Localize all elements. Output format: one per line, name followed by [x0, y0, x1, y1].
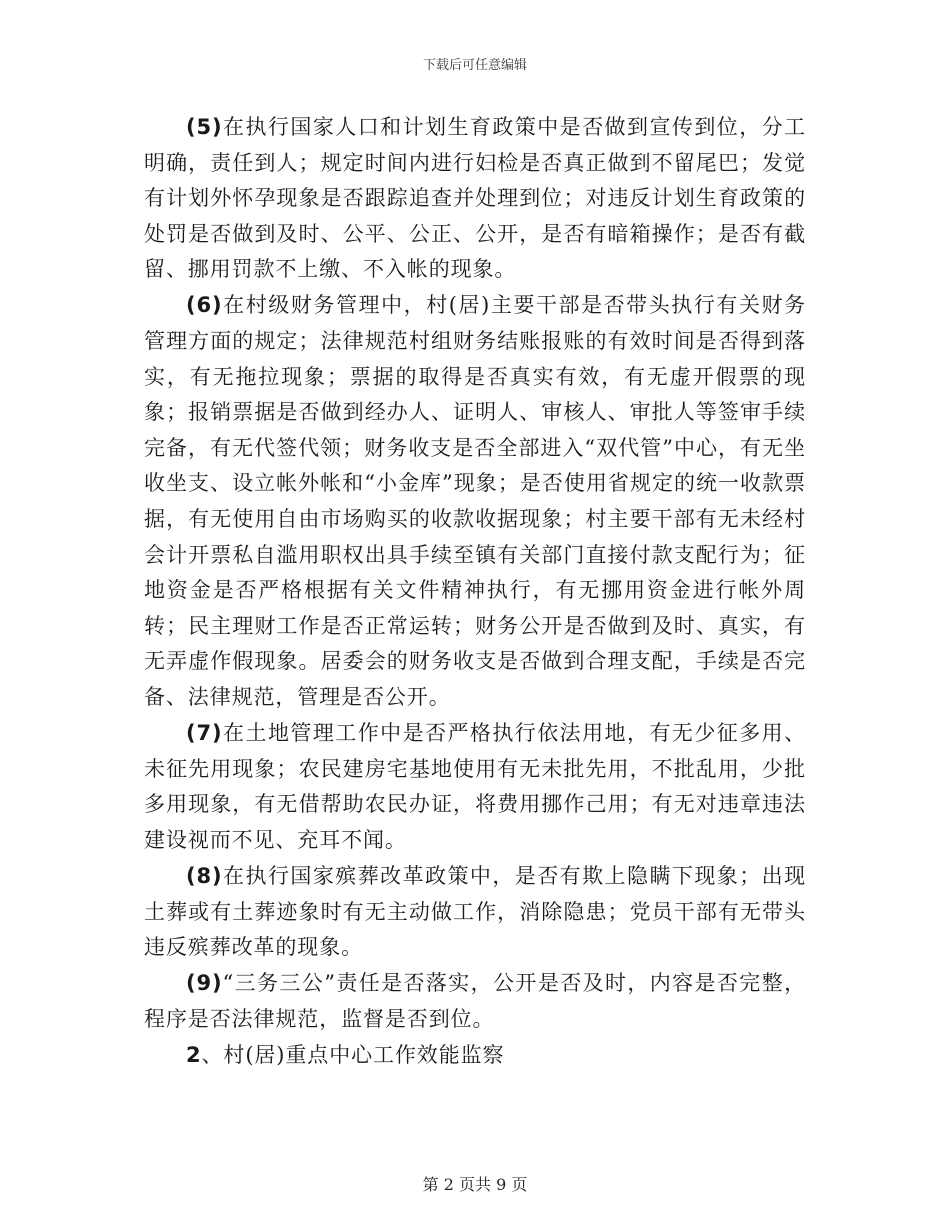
- page-footer: 第 2 页共 9 页: [422, 1175, 528, 1194]
- page-header: 下载后可任意编辑: [422, 58, 527, 73]
- item-number: (6): [186, 293, 223, 318]
- paragraph-5: [144, 110, 806, 288]
- item-number: (9): [186, 971, 223, 996]
- paragraph-text: “三务三公”责任是否落实，公开是否及时，内容是否完整，程序是否法律规范，监督是否到位。: [144, 971, 806, 1031]
- item-number: (7): [186, 721, 223, 746]
- section-heading: [144, 1038, 806, 1074]
- paragraph-text: 在村级财务管理中，村(居)主要干部是否带头执行有关财务管理方面的规定；法律规范村组财务结账报账的有效时间是否得到落实，有无拖拉现象；票据的取得是否真实有效，有无虚开假票的现象；报销票据是否做到经办人、证明人、审核人、审批人等签审手续完备，有无代签代领；财务收支是否全部进入“双代管”中心，有无坐收坐支、设立帐外帐和“小金库”现象；是否使用省规定的统一收款票据，有无使用自由市场购买的收款收据现象；村主要干部有无未经村会计开票私自滥用职权出具手续至镇有关部门直接付款支配行为；征地资金是否严格根据有关文件精神执行，有无挪用资金进行帐外周转；民主理财工作是否正常运转；财务公开是否做到及时、真实，有无弄虚作假现象。居委会的财务收支是否做到合理支配，手续是否完备、法律规范，管理是否公开。: [144, 293, 806, 709]
- paragraph-6: [144, 288, 806, 715]
- section-number: 2: [186, 1042, 202, 1067]
- section-title: 、村(居)重点中心工作效能监察: [201, 1042, 505, 1067]
- document-body: [144, 110, 806, 1074]
- paragraph-text: 在执行国家殡葬改革政策中，是否有欺上隐瞒下现象；出现土葬或有土葬迹象时有无主动做工作，消除隐患；党员干部有无带头违反殡葬改革的现象。: [144, 863, 806, 960]
- paragraph-9: [144, 966, 806, 1037]
- paragraph-text: 在执行国家人口和计划生育政策中是否做到宣传到位，分工明确，责任到人；规定时间内进行妇检是否真正做到不留尾巴；发觉有计划外怀孕现象是否跟踪追查并处理到位；对违反计划生育政策的处罚是否做到及时、公平、公正、公开，是否有暗箱操作；是否有截留、挪用罚款不上缴、不入帐的现象。: [144, 115, 806, 282]
- paragraph-text: 在土地管理工作中是否严格执行依法用地，有无少征多用、未征先用现象；农民建房宅基地使用有无未批先用，不批乱用，少批多用现象，有无借帮助农民办证，将费用挪作己用；有无对违章违法建设视而不见、充耳不闻。: [144, 721, 806, 852]
- item-number: (5): [186, 115, 223, 139]
- item-number: (8): [186, 863, 223, 888]
- paragraph-7: [144, 716, 806, 858]
- paragraph-8: [144, 859, 806, 966]
